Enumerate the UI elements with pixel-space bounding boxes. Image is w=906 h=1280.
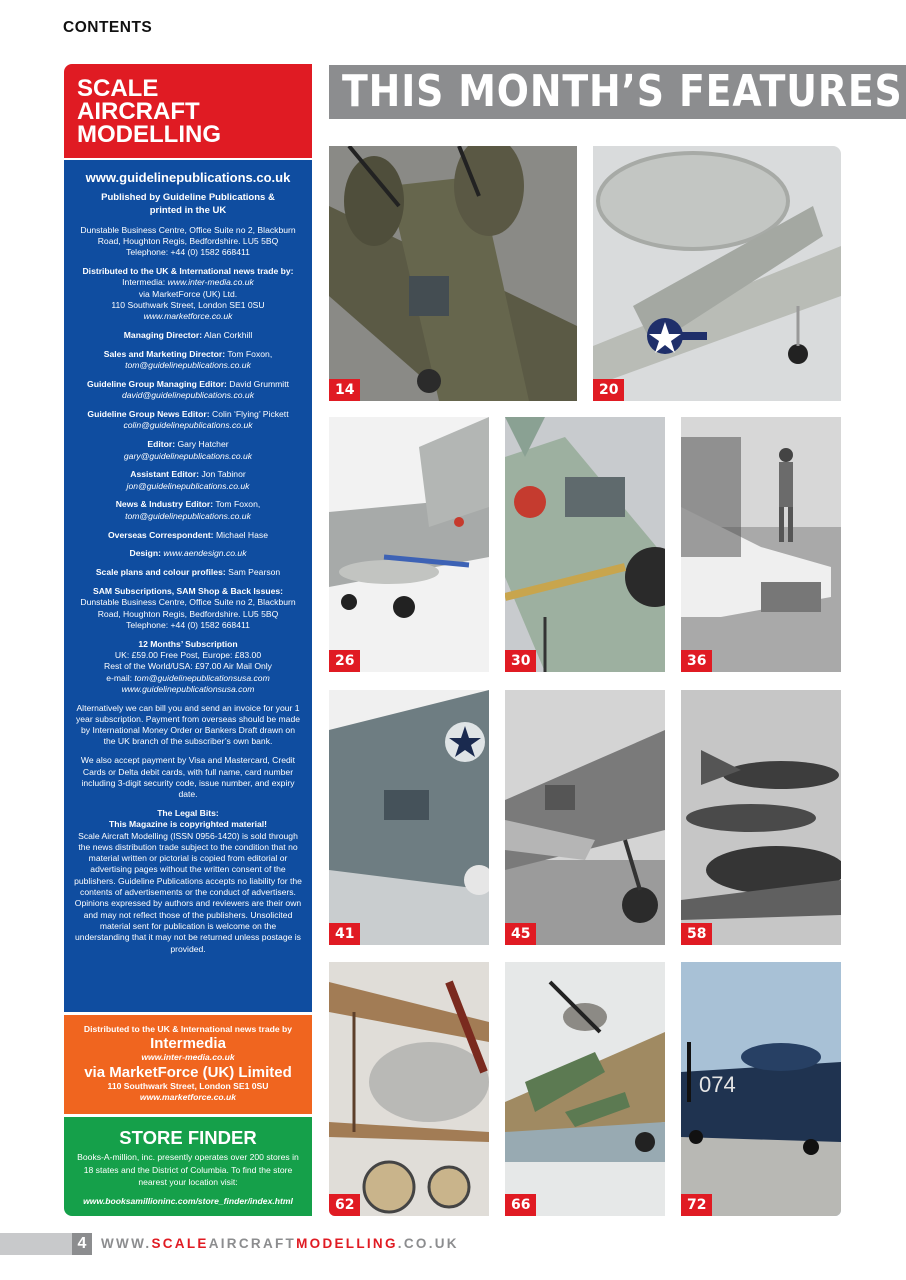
sub-row-price: Rest of the World/USA: £97.00 Air Mail Only <box>104 661 272 672</box>
page-number-badge: 14 <box>329 379 360 401</box>
aircraft-photo <box>681 690 841 945</box>
page-number-badge: 20 <box>593 379 624 401</box>
feature-thumb[interactable] <box>681 690 841 945</box>
via-text: via MarketForce (UK) Ltd. <box>138 288 238 299</box>
role-name: Sam Pearson <box>228 567 281 578</box>
role-email[interactable]: jon@guidelinepublications.co.uk <box>126 480 250 491</box>
aircraft-photo <box>505 417 665 672</box>
section-label: CONTENTS <box>63 19 153 36</box>
aircraft-photo <box>593 146 841 401</box>
page-number-badge: 36 <box>681 650 712 672</box>
design-url[interactable]: www.aendesign.co.uk <box>163 548 247 559</box>
role-label: Editor: <box>147 439 176 450</box>
page-number-badge: 62 <box>329 1194 360 1216</box>
role-email[interactable]: tom@guidelinepublications.co.uk <box>125 510 251 521</box>
role-name: Alan Corkhill <box>203 330 253 341</box>
distribution-via: via MarketForce (UK) Limited <box>84 1064 292 1081</box>
feature-thumb[interactable] <box>505 690 665 945</box>
role-name: Tom Foxon, <box>215 499 261 510</box>
store-finder-text: Books-A-million, inc. presently operates over 200 stores in 18 states and the District of Columbia. To find the store nearest your location visit: <box>77 1152 299 1187</box>
store-finder-title: STORE FINDER <box>119 1127 257 1148</box>
feature-thumb[interactable] <box>681 417 841 672</box>
address: Dunstable Business Centre, Office Suite no 2, Blackburn Road, Houghton Regis, Bedfordshire. LU5 5BQ <box>80 597 296 619</box>
store-finder-link[interactable]: www.booksamillioninc.com/store_finder/index.html <box>83 1195 293 1206</box>
footer-website[interactable] <box>101 1236 459 1251</box>
page-number-badge: 58 <box>681 923 712 945</box>
mf-address: 110 Southwark Street, London SE1 0SU <box>111 300 265 311</box>
footer-url-part: AIRCRAFT <box>208 1236 297 1251</box>
distribution-url2[interactable]: www.marketforce.co.uk <box>139 1091 237 1102</box>
footer-url-part: WWW. <box>101 1236 152 1251</box>
feature-thumb[interactable] <box>329 690 489 945</box>
magazine-logo <box>64 64 312 158</box>
phone: Telephone: +44 (0) 1582 668411 <box>126 619 250 630</box>
role-label: Assistant Editor: <box>130 469 200 480</box>
role-label: Design: <box>129 548 161 559</box>
logo-line: MODELLING <box>77 121 221 148</box>
logo-line: AIRCRAFT <box>77 98 200 125</box>
aircraft-photo <box>681 417 841 672</box>
aircraft-photo <box>329 962 489 1216</box>
page-number-badge: 26 <box>329 650 360 672</box>
distribution-name: Intermedia <box>150 1034 226 1052</box>
role-name: David Grummitt <box>229 379 289 390</box>
role-name: Gary Hatcher <box>177 439 229 450</box>
role-label: News & Industry Editor: <box>115 499 214 510</box>
page-number-badge: 45 <box>505 923 536 945</box>
sub-email-label: e-mail: <box>106 672 133 683</box>
role-email[interactable]: tom@guidelinepublications.co.uk <box>125 360 251 371</box>
role-label: Sales and Marketing Director: <box>103 348 226 359</box>
footer-page-number: 4 <box>72 1233 92 1255</box>
legal-subtitle: This Magazine is copyrighted material! <box>108 819 268 830</box>
sub-url[interactable]: www.guidelinepublicationsusa.com <box>121 683 255 694</box>
role-label: Overseas Correspondent: <box>108 529 214 540</box>
invoice-text: Alternatively we can bill you and send an invoice for your 1 year subscription. Payment from overseas should be made by International Money Order or Bankers Draft drawn on the UK branch of the subscriber’s own bank. <box>75 702 301 747</box>
feature-thumb[interactable] <box>329 146 577 401</box>
intermedia-label: Intermedia: <box>122 277 166 288</box>
role-name: Colin ‘Flying’ Pickett <box>212 409 289 420</box>
address: Dunstable Business Centre, Office Suite no 2, Blackburn Road, Houghton Regis, Bedfordshire. LU5 5BQ <box>80 224 296 247</box>
distributed-label: Distributed to the UK & International news trade by: <box>82 266 294 277</box>
legal-text: Scale Aircraft Modelling (ISSN 0956-1420) is sold through the news distribution trade subject to the condition that no material written or pictorial is copied from editorial or advertising pages without the written consent of the publishers. Guideline Publications accepts no liability for the contents of advertisements or the conduct of advertisers. Opinions expressed by authors and reviewers are their own and may not reflect those of the publishers. Unsolicited material sent for publication is welcome on the understanding that it may not be returned unless postage is provided. <box>74 830 302 954</box>
role-name: Jon Tabinor <box>201 469 246 480</box>
role-label: Guideline Group Managing Editor: <box>87 379 227 390</box>
role-label: Scale plans and colour profiles: <box>95 567 226 578</box>
footer-url-part: .CO.UK <box>397 1236 459 1251</box>
legal-label: The Legal Bits: <box>157 807 219 818</box>
page-number-badge: 30 <box>505 650 536 672</box>
footer-url-part: MODELLING <box>296 1236 398 1251</box>
logo-line: SCALE <box>77 75 159 102</box>
role-email[interactable]: david@guidelinepublications.co.uk <box>122 390 254 401</box>
distribution-box <box>64 1015 312 1114</box>
published-by: Published by Guideline Publications & printed in the UK <box>101 192 275 217</box>
svg-text:074: 074 <box>699 1072 736 1097</box>
sub-uk-price: UK: £59.00 Free Post, Europe: £83.00 <box>114 649 262 660</box>
footer-strip <box>0 1233 72 1255</box>
sub-email[interactable]: tom@guidelinepublicationsusa.com <box>134 672 270 683</box>
page-number-badge: 41 <box>329 923 360 945</box>
distribution-address: 110 Southwark Street, London SE1 0SU <box>107 1081 269 1091</box>
intermedia-url[interactable]: www.inter-media.co.uk <box>167 277 254 288</box>
publisher-url[interactable]: www.guidelinepublications.co.uk <box>85 170 291 185</box>
distribution-url[interactable]: www.inter-media.co.uk <box>141 1051 235 1062</box>
aircraft-photo <box>505 690 665 945</box>
role-name: Michael Hase <box>215 529 268 540</box>
role-email[interactable]: gary@guidelinepublications.co.uk <box>123 450 253 461</box>
aircraft-photo <box>329 690 489 945</box>
role-label: Managing Director: <box>123 330 203 341</box>
mf-url[interactable]: www.marketforce.co.uk <box>143 311 233 322</box>
feature-thumb[interactable] <box>505 962 665 1216</box>
subscription-label: 12 Months’ Subscription <box>138 638 238 649</box>
distribution-label: Distributed to the UK & International news trade by <box>83 1024 293 1034</box>
subs-label: SAM Subscriptions, SAM Shop & Back Issues: <box>92 585 284 596</box>
feature-thumb[interactable] <box>505 417 665 672</box>
page-number-badge: 72 <box>681 1194 712 1216</box>
page-number-badge: 66 <box>505 1194 536 1216</box>
role-name: Tom Foxon, <box>227 348 273 359</box>
feature-thumb[interactable] <box>329 417 489 672</box>
feature-thumb[interactable] <box>329 962 489 1216</box>
footer-url-part: SCALE <box>151 1236 209 1251</box>
store-finder-box <box>64 1117 312 1216</box>
role-email[interactable]: colin@guidelinepublications.co.uk <box>123 420 253 431</box>
feature-thumb[interactable] <box>681 962 841 1216</box>
phone: Telephone: +44 (0) 1582 668411 <box>126 247 250 258</box>
aircraft-photo <box>505 962 665 1216</box>
features-title: THIS MONTH’S FEATURES <box>342 66 903 117</box>
aircraft-photo <box>681 962 841 1216</box>
aircraft-photo <box>329 146 577 401</box>
role-label: Guideline Group News Editor: <box>87 409 210 420</box>
feature-thumb[interactable] <box>593 146 841 401</box>
aircraft-photo <box>329 417 489 672</box>
publication-info <box>64 160 312 1012</box>
payment-text: We also accept payment by Visa and Mastercard, Credit Cards or Delta debit cards, with full name, card number including 3-digit security code, issue number, and expiry date. <box>80 755 296 800</box>
